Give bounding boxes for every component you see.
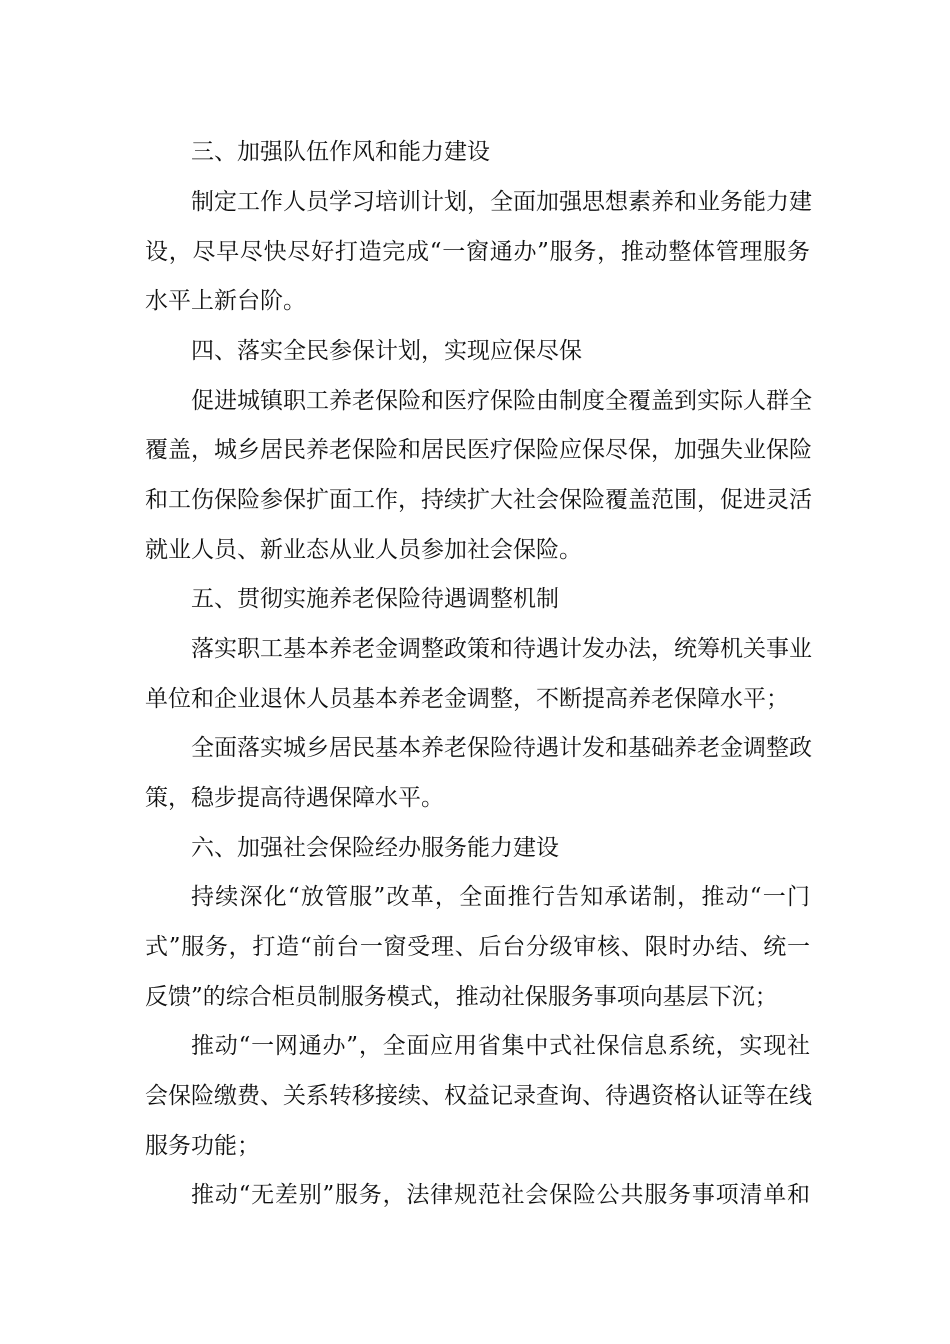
paragraph-line: 全面落实城乡居民基本养老保险待遇计发和基础养老金调整政 (191, 735, 812, 761)
paragraph-line: 单位和企业退休人员基本养老金调整，不断提高养老保障水平； (145, 686, 789, 712)
section-heading-3: 三、加强队伍作风和能力建设 (191, 139, 490, 165)
paragraph-line: 反馈”的综合柜员制服务模式，推动社保服务事项向基层下沉； (145, 984, 778, 1010)
paragraph-line: 策，稳步提高待遇保障水平。 (145, 785, 444, 811)
paragraph-line: 水平上新台阶。 (145, 288, 306, 314)
paragraph-line: 就业人员、新业态从业人员参加社会保险。 (145, 537, 582, 563)
paragraph-line: 会保险缴费、关系转移接续、权益记录查询、待遇资格认证等在线 (145, 1083, 812, 1109)
section-heading-5: 五、贯彻实施养老保险待遇调整机制 (191, 586, 559, 612)
section-heading-6: 六、加强社会保险经办服务能力建设 (191, 835, 559, 861)
paragraph-line: 制定工作人员学习培训计划，全面加强思想素养和业务能力建 (191, 189, 812, 215)
paragraph-line: 服务功能； (145, 1133, 260, 1159)
paragraph-line: 设，尽早尽快尽好打造完成“一窗通办”服务，推动整体管理服务 (145, 239, 810, 265)
paragraph-line: 持续深化“放管服”改革，全面推行告知承诺制，推动“一门 (191, 884, 810, 910)
paragraph-line: 落实职工基本养老金调整政策和待遇计发办法，统筹机关事业 (191, 636, 812, 662)
paragraph-line: 推动“一网通办”，全面应用省集中式社保信息系统，实现社 (191, 1033, 810, 1059)
paragraph-line: 促进城镇职工养老保险和医疗保险由制度全覆盖到实际人群全 (191, 388, 812, 414)
paragraph-line: 覆盖，城乡居民养老保险和居民医疗保险应保尽保，加强失业保险 (145, 437, 812, 463)
paragraph-line: 推动“无差别”服务，法律规范社会保险公共服务事项清单和 (191, 1182, 810, 1208)
section-heading-4: 四、落实全民参保计划，实现应保尽保 (191, 338, 582, 364)
paragraph-line: 式”服务，打造“前台一窗受理、后台分级审核、限时办结、统一 (145, 934, 810, 960)
paragraph-line: 和工伤保险参保扩面工作，持续扩大社会保险覆盖范围，促进灵活 (145, 487, 812, 513)
